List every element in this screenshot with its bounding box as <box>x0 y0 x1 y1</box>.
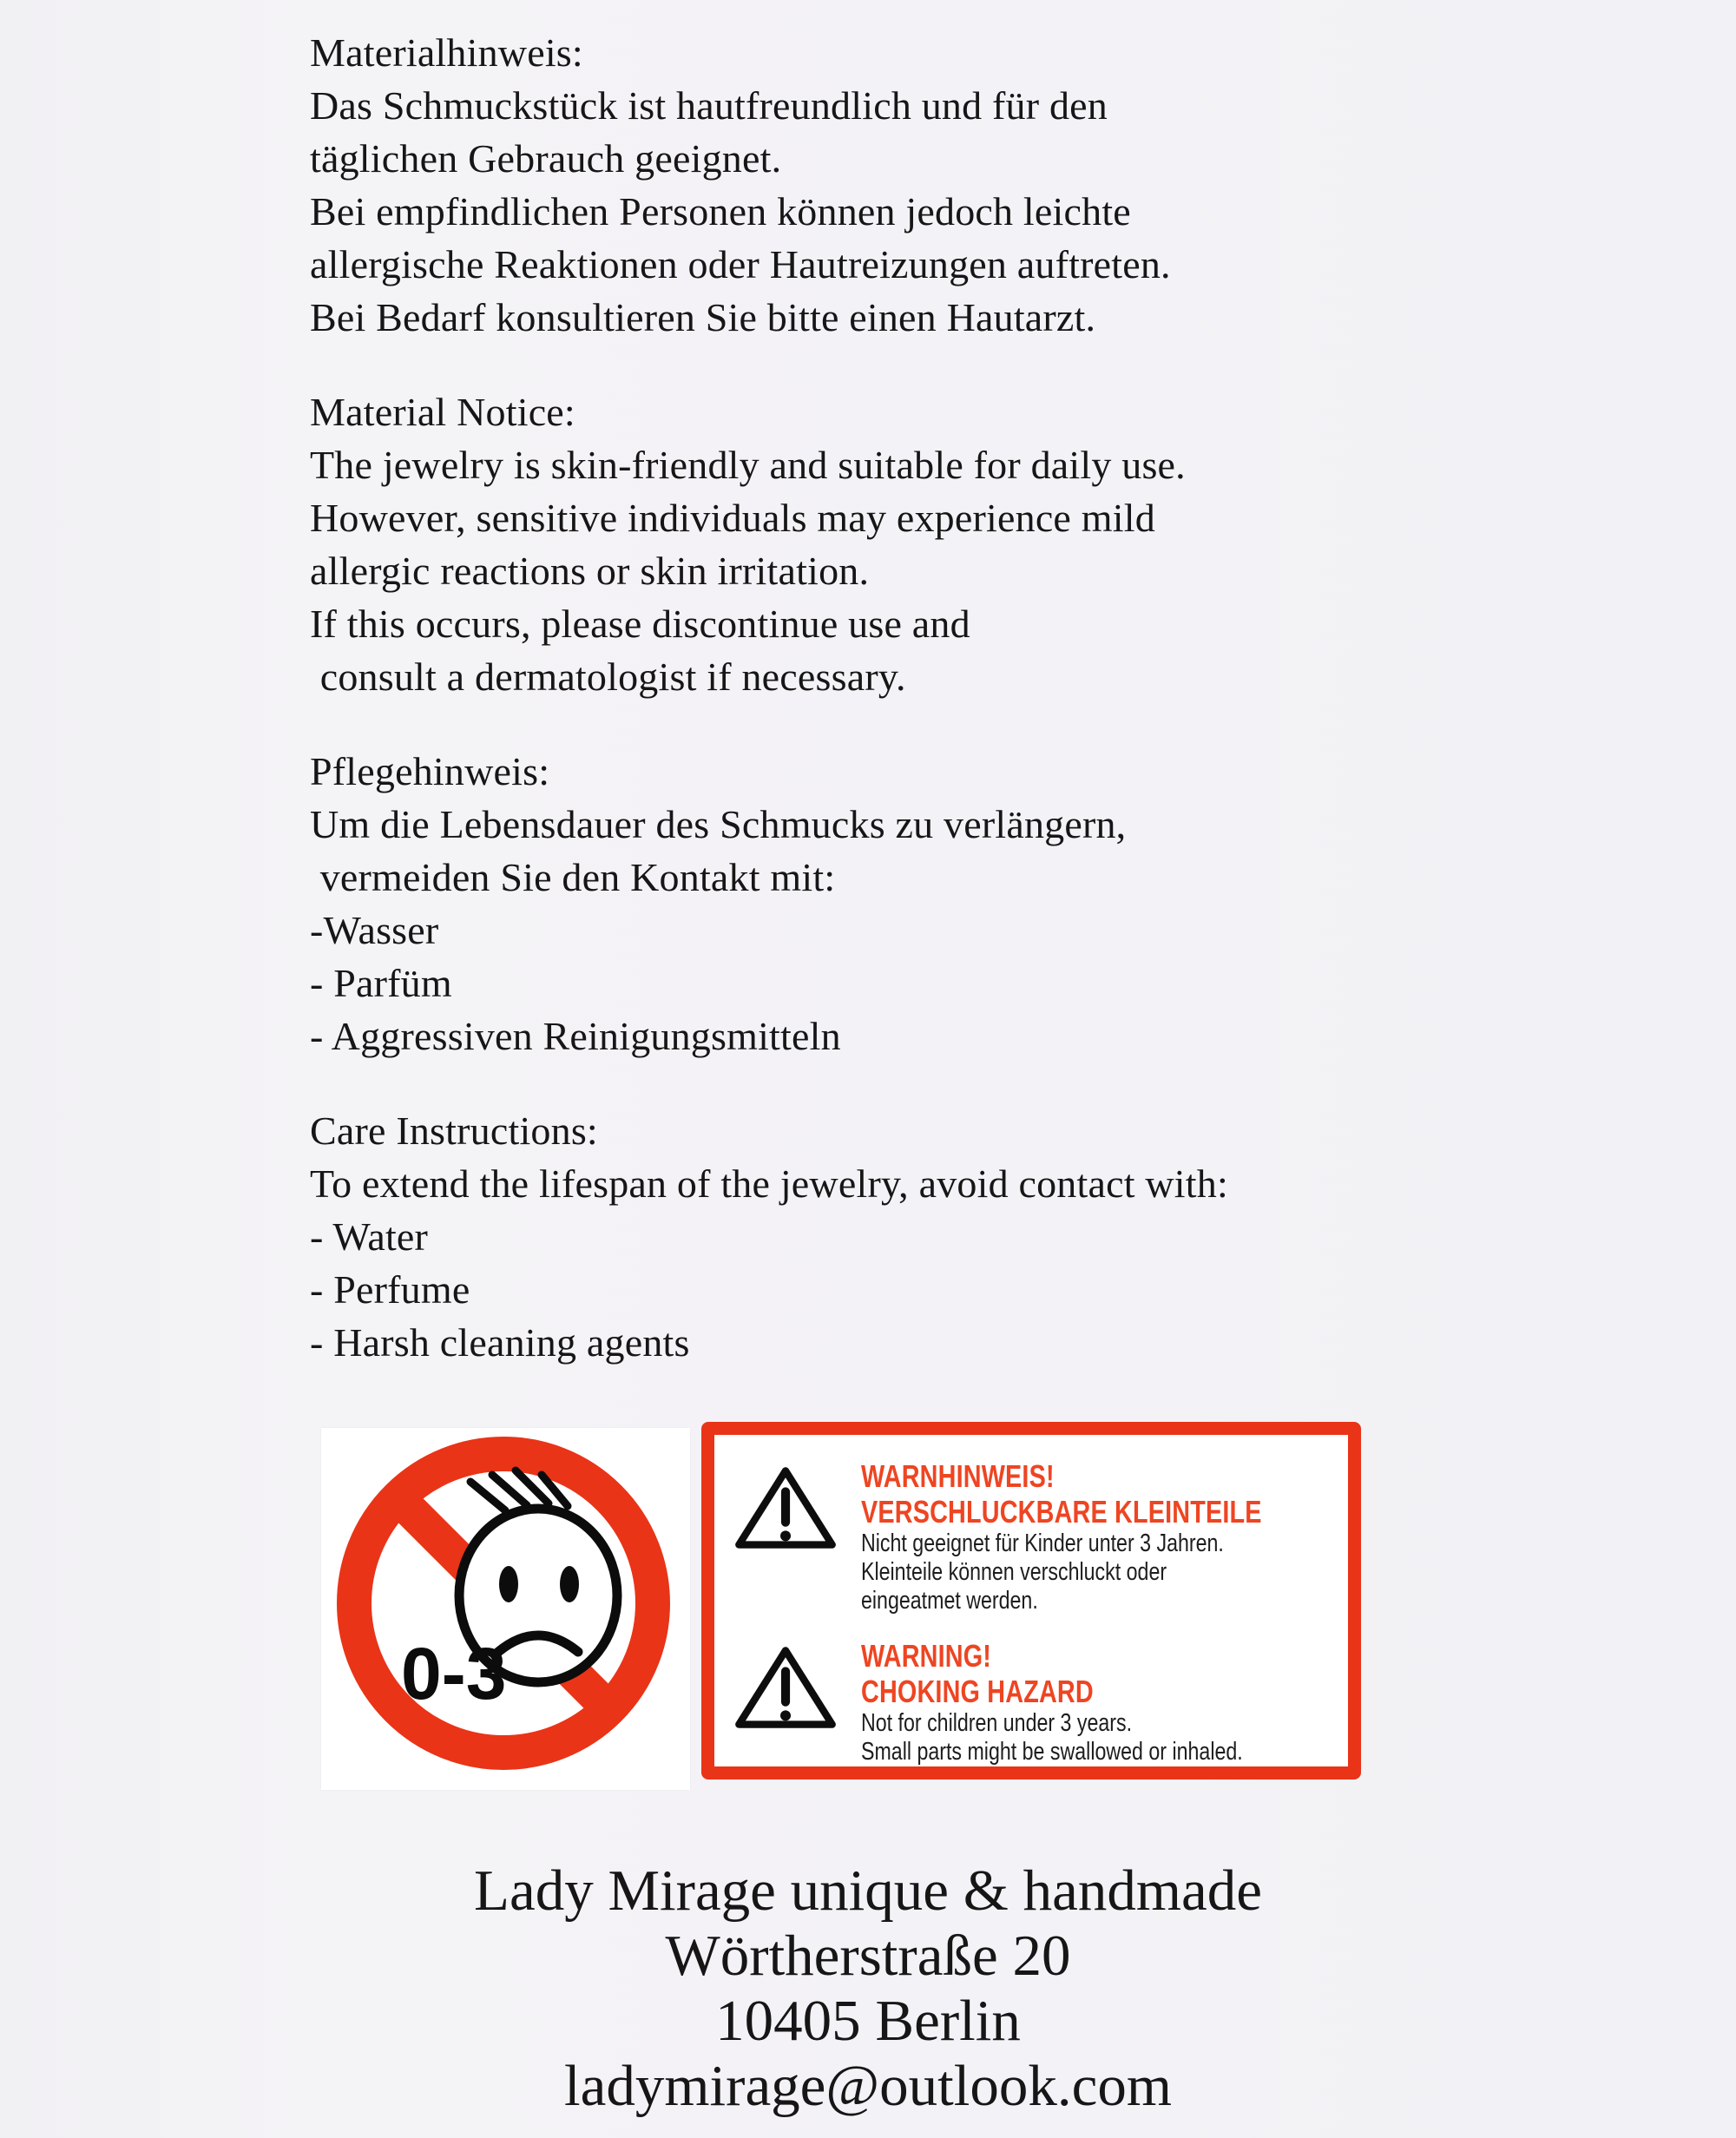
text-line: The jewelry is skin-friendly and suitable for daily use. <box>310 443 1186 487</box>
warning-body-line: Not for children under 3 years. <box>861 1709 1133 1737</box>
section-care-instructions-de <box>310 745 1629 1062</box>
text-line: Care Instructions: <box>310 1108 598 1153</box>
warning-triangle-icon <box>732 1644 839 1731</box>
section-care-instructions-en <box>310 1104 1629 1369</box>
text-line: vermeiden Sie den Kontakt mit: <box>310 855 836 899</box>
warning-triangle-icon <box>732 1464 839 1551</box>
warning-label <box>321 1422 1361 1790</box>
text-line: -Wasser <box>310 908 439 952</box>
text-line: To extend the lifespan of the jewelry, avoid contact with: <box>310 1161 1228 1206</box>
age-range-text: 0-3 <box>401 1633 507 1714</box>
warning-text-en <box>861 1638 1309 1766</box>
text-line: - Perfume <box>310 1267 470 1312</box>
seller-street: Wörtherstraße 20 <box>665 1924 1071 1988</box>
text-line: - Parfüm <box>310 961 452 1005</box>
text-line: - Water <box>310 1214 429 1259</box>
warning-subtitle: CHOKING HAZARD <box>861 1674 1094 1709</box>
text-line: Bei empfindlichen Personen können jedoch leichte <box>310 189 1131 234</box>
text-line: Pflegehinweis: <box>310 749 550 793</box>
text-line: Materialhinweis: <box>310 30 583 75</box>
warning-title: WARNING! <box>861 1638 992 1674</box>
warning-subtitle: VERSCHLUCKBARE KLEINTEILE <box>861 1494 1262 1529</box>
seller-email: ladymirage@outlook.com <box>564 2054 1172 2118</box>
warning-row-en <box>732 1638 1339 1766</box>
text-line: täglichen Gebrauch geeignet. <box>310 136 782 181</box>
warning-title: WARNHINWEIS! <box>861 1458 1055 1494</box>
text-line: If this occurs, please discontinue use and <box>310 602 970 646</box>
warning-body-line: Small parts might be swallowed or inhaled. <box>861 1738 1243 1766</box>
warning-text-de <box>861 1458 1309 1615</box>
section-material-notice-de <box>310 26 1629 344</box>
no-children-0-3-sign <box>321 1428 690 1790</box>
warning-body-line: eingeatmet werden. <box>861 1587 1038 1615</box>
text-line: - Aggressiven Reinigungsmitteln <box>310 1014 841 1058</box>
seller-name: Lady Mirage unique & handmade <box>474 1858 1262 1923</box>
warning-body-line: Nicht geeignet für Kinder unter 3 Jahren. <box>861 1529 1224 1557</box>
text-line: allergische Reaktionen oder Hautreizungen auftreten. <box>310 242 1171 286</box>
body-text-column <box>310 26 1629 1411</box>
warning-text-box <box>701 1422 1361 1779</box>
seller-city: 10405 Berlin <box>715 1989 1021 2053</box>
text-line: Material Notice: <box>310 390 575 434</box>
text-line: Um die Lebensdauer des Schmucks zu verlängern, <box>310 802 1127 846</box>
text-line: However, sensitive individuals may experience mild <box>310 496 1155 540</box>
text-line: Bei Bedarf konsultieren Sie bitte einen Hautarzt. <box>310 295 1096 339</box>
warning-body-line: Kleinteile können verschluckt oder <box>861 1558 1167 1586</box>
text-line: consult a dermatologist if necessary. <box>310 655 906 699</box>
warning-row-de <box>732 1458 1339 1615</box>
text-line: - Harsh cleaning agents <box>310 1320 690 1365</box>
seller-address-block <box>0 1858 1736 2119</box>
no-children-0-3-icon <box>321 1428 690 1790</box>
section-material-notice-en <box>310 385 1629 703</box>
text-line: Das Schmuckstück ist hautfreundlich und für den <box>310 83 1108 128</box>
text-line: allergic reactions or skin irritation. <box>310 549 870 593</box>
